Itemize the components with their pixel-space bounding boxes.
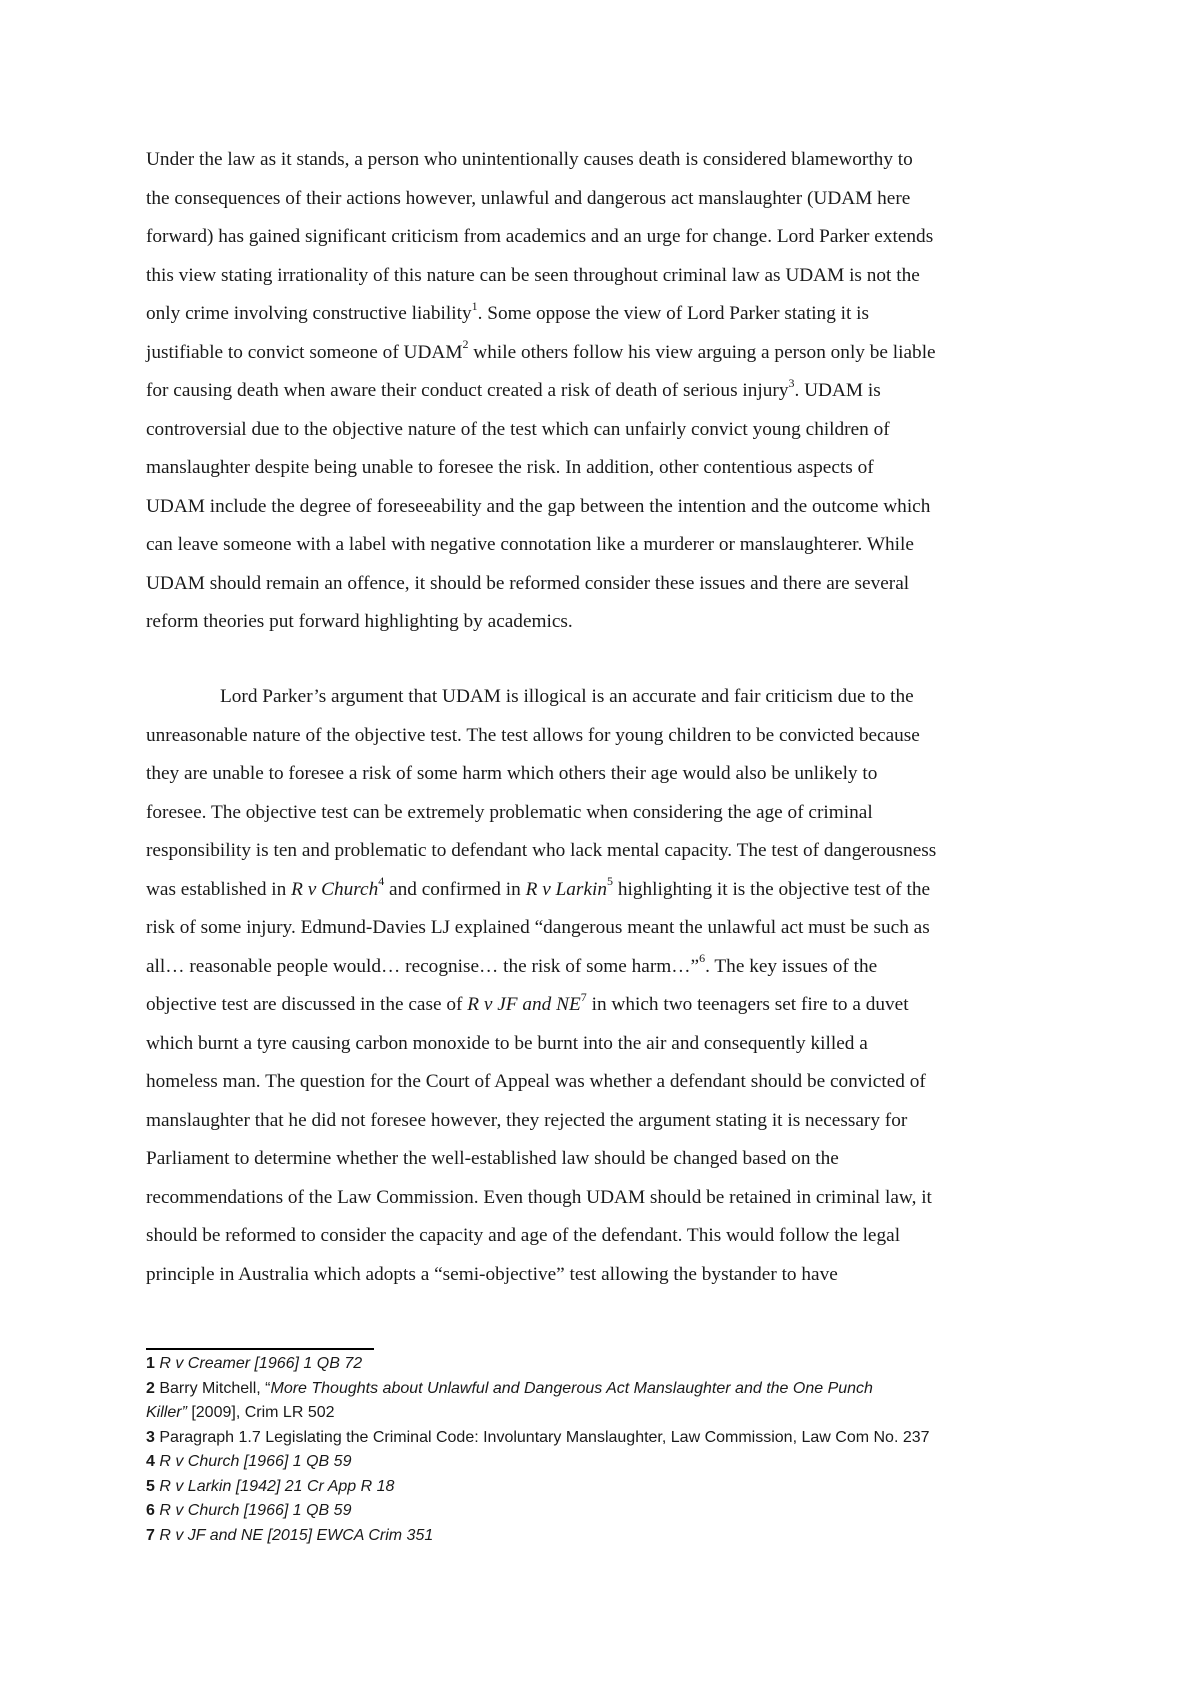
text-line: manslaughter that he did not foresee however, they rejected the argument stating it is necessary for (146, 1109, 908, 1131)
footnote-2 (146, 1377, 1086, 1402)
text-line: UDAM include the degree of foreseeability and the gap between the intention and the outcome which (146, 495, 931, 517)
text-line: forward) has gained significant criticism from academics and an urge for change. Lord Parker extends (146, 226, 934, 247)
footnote-6 (146, 1499, 1086, 1524)
footnote-text: R v Church [1966] 1 QB 59 (159, 1453, 352, 1470)
footnote-ref-5: 5 (607, 874, 613, 889)
case-name: R v Larkin (525, 878, 607, 900)
footnote-7 (146, 1524, 1086, 1549)
footnote-3 (146, 1426, 1086, 1451)
paragraph-1 (146, 141, 1076, 642)
text-line: the consequences of their actions however, unlawful and dangerous act manslaughter (UDAM here (146, 187, 911, 209)
case-name: R v JF and NE (467, 994, 581, 1015)
footnote-ref-6: 6 (699, 951, 706, 966)
text-run: and confirmed in (384, 878, 526, 900)
paragraph-2 (146, 678, 1076, 1294)
text-line (146, 948, 1076, 987)
footnote-ref-1: 1 (471, 298, 478, 313)
footnote-1 (146, 1352, 1086, 1377)
text-line: can leave someone with a label with negative connotation like a murderer or manslaughterer. While (146, 534, 914, 555)
text-line (146, 871, 1076, 910)
footnote-text: R v Larkin [1942] 21 Cr App R 18 (159, 1477, 395, 1495)
text-line: this view stating irrationality of this nature can be seen throughout criminal law as UDAM is not the (146, 264, 920, 286)
footnote-text: Barry Mitchell, “ (159, 1379, 271, 1397)
text-run: highlighting it is the objective test of the (613, 878, 931, 900)
text-line (146, 295, 1076, 334)
footnote-ref-2: 2 (462, 337, 469, 352)
text-line: should be reformed to consider the capacity and age of the defendant. This would follow the legal (146, 1225, 901, 1246)
text-line: principle in Australia which adopts a “semi-objective” test allowing the bystander to have (146, 1263, 838, 1285)
footnote-5 (146, 1475, 1086, 1500)
footnote-number: 4 (146, 1453, 155, 1470)
text-line: Parliament to determine whether the well-established law should be changed based on the (146, 1148, 839, 1169)
text-line: foresee. The objective test can be extremely problematic when considering the age of criminal (146, 801, 873, 823)
footnote-number: 3 (146, 1428, 155, 1446)
text-line: they are unable to foresee a risk of some harm which others their age would also be unlikely to (146, 763, 878, 784)
text-line: Under the law as it stands, a person who unintentionally causes death is considered blameworthy to (146, 149, 913, 170)
text-line: reform theories put forward highlighting by academics. (146, 611, 573, 632)
text-line: risk of some injury. Edmund-Davies LJ explained “dangerous meant the unlawful act must be such as (146, 917, 930, 938)
footnotes (146, 1352, 1086, 1548)
footnote-ref-3: 3 (788, 375, 795, 390)
text-run: for causing death when aware their conduct created a risk of death of serious injury (146, 380, 789, 401)
text-run: was established in (146, 878, 292, 900)
text-run: only crime involving constructive liability (146, 303, 472, 324)
footnote-text: [2009], Crim LR 502 (186, 1404, 335, 1421)
text-line: UDAM should remain an offence, it should be reformed consider these issues and there are several (146, 572, 910, 594)
text-line (146, 334, 1076, 373)
text-line: manslaughter despite being unable to foresee the risk. In addition, other contentious aspects of (146, 457, 874, 478)
footnote-4 (146, 1450, 1086, 1475)
text-line: recommendations of the Law Commission. Even though UDAM should be retained in criminal law, it (146, 1186, 932, 1208)
text-run: . Some oppose the view of Lord Parker stating it is (477, 303, 870, 324)
footnote-number: 5 (146, 1477, 155, 1495)
footnote-number: 6 (146, 1502, 155, 1519)
footnote-title: Killer” (146, 1404, 187, 1421)
text-line: which burnt a tyre causing carbon monoxide to be burnt into the air and consequently killed a (146, 1032, 868, 1054)
footnote-number: 7 (146, 1526, 155, 1544)
footnote-ref-7: 7 (580, 989, 587, 1004)
text-run: . The key issues of the (705, 955, 878, 977)
text-line: homeless man. The question for the Court of Appeal was whether a defendant should be convicted of (146, 1071, 926, 1092)
footnote-text: R v JF and NE [2015] EWCA Crim 351 (159, 1526, 434, 1544)
text-line: unreasonable nature of the objective test. The test allows for young children to be convicted because (146, 724, 920, 746)
case-name: R v Church (291, 878, 379, 900)
text-line: responsibility is ten and problematic to defendant who lack mental capacity. The test of dangerousness (146, 840, 937, 861)
footnote-2-continued (146, 1401, 1086, 1426)
text-line (146, 986, 1076, 1025)
footnote-ref-4: 4 (378, 874, 385, 889)
footnote-text: R v Creamer [1966] 1 QB 72 (159, 1355, 363, 1372)
footnote-number: 1 (146, 1355, 155, 1372)
footnote-separator (146, 1348, 374, 1350)
text-line (146, 372, 1076, 411)
text-run: while others follow his view arguing a person only be liable (468, 341, 936, 363)
footnote-text: Paragraph 1.7 Legislating the Criminal Code: Involuntary Manslaughter, Law Commission, Law Com No. 237 (159, 1428, 930, 1446)
text-run: in which two teenagers set fire to a duvet (586, 994, 909, 1015)
footnote-title: More Thoughts about Unlawful and Dangerous Act Manslaughter and the One Punch (270, 1379, 873, 1397)
footnote-number: 2 (146, 1379, 155, 1397)
text-run: objective test are discussed in the case of (146, 994, 468, 1015)
text-run: . UDAM is (794, 380, 881, 401)
text-line: Lord Parker’s argument that UDAM is illogical is an accurate and fair criticism due to the (220, 686, 914, 707)
text-run: all… reasonable people would… recognise… the risk of some harm…” (146, 955, 700, 977)
footnote-text: R v Church [1966] 1 QB 59 (159, 1502, 352, 1519)
text-line: controversial due to the objective nature of the test which can unfairly convict young children of (146, 418, 890, 440)
text-run: justifiable to convict someone of UDAM (146, 341, 463, 363)
